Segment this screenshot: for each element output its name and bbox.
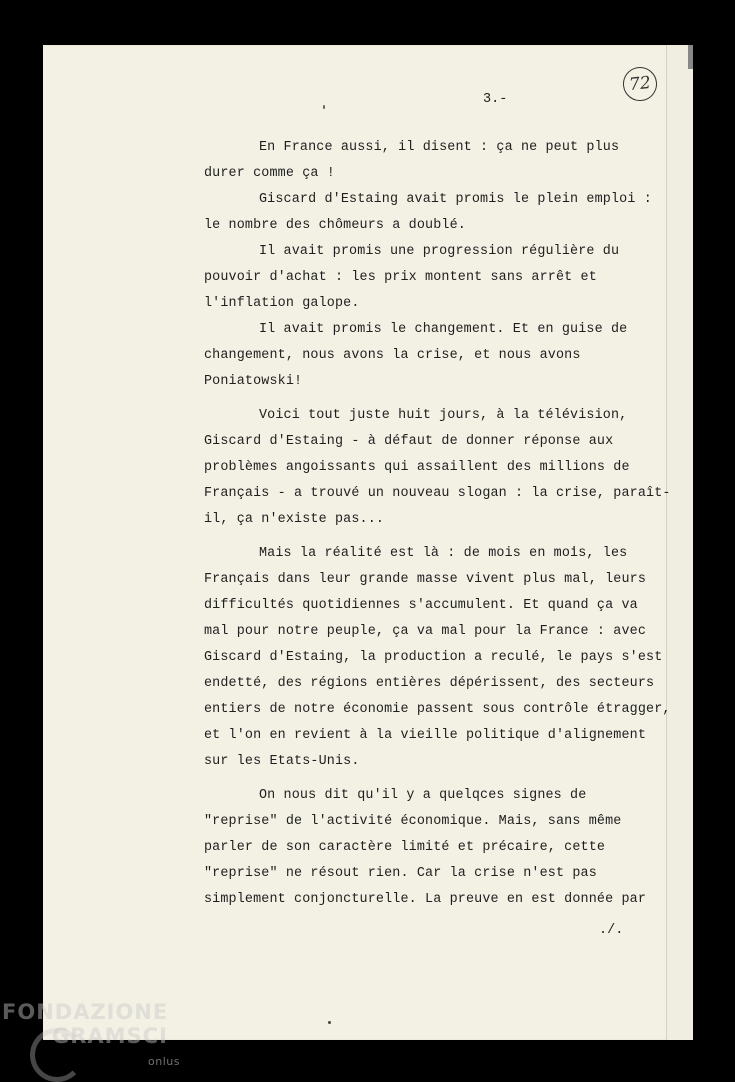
text-line: endetté, des régions entières dépérissent, des secteurs bbox=[204, 676, 655, 691]
text-line: Voici tout juste huit jours, à la télévision, bbox=[259, 408, 628, 423]
watermark-line2: GRAMSCI bbox=[52, 1024, 168, 1048]
text-line: le nombre des chômeurs a doublé. bbox=[204, 218, 466, 233]
text-line: mal pour notre peuple, ça va mal pour la France : avec bbox=[204, 624, 647, 639]
text-line: Giscard d'Estaing avait promis le plein emploi : bbox=[259, 192, 652, 207]
text-line: Giscard d'Estaing, la production a reculé, le pays s'est bbox=[204, 650, 663, 665]
text-line: Français - a trouvé un nouveau slogan : la crise, paraît- bbox=[204, 486, 671, 501]
paragraph bbox=[204, 187, 704, 239]
text-line: l'inflation galope. bbox=[204, 296, 360, 311]
paragraph bbox=[204, 783, 704, 913]
text-line: il, ça n'existe pas... bbox=[204, 512, 385, 527]
document-page bbox=[43, 45, 693, 1040]
binding-clip bbox=[688, 45, 693, 69]
text-line: et l'on en revient à la vieille politique d'alignement bbox=[204, 728, 647, 743]
watermark-line1: FONDAZIONE bbox=[2, 1000, 169, 1024]
watermark-logo bbox=[2, 1000, 180, 1068]
text-line: "reprise" de l'activité économique. Mais, sans même bbox=[204, 814, 622, 829]
continuation-mark: ./. bbox=[599, 923, 624, 938]
watermark-line3: onlus bbox=[148, 1055, 180, 1068]
text-line: simplement conjoncturelle. La preuve en est donnée par bbox=[204, 892, 647, 907]
ink-mark bbox=[323, 105, 325, 109]
text-line: pouvoir d'achat : les prix montent sans arrêt et bbox=[204, 270, 597, 285]
text-line: sur les Etats-Unis. bbox=[204, 754, 360, 769]
text-line: problèmes angoissants qui assaillent des millions de bbox=[204, 460, 630, 475]
text-line: difficultés quotidiennes s'accumulent. Et quand ça va bbox=[204, 598, 638, 613]
text-line: Il avait promis une progression régulière du bbox=[259, 244, 620, 259]
text-line: On nous dit qu'il y a quelqces signes de bbox=[259, 788, 587, 803]
text-line: "reprise" ne résout rien. Car la crise n'est pas bbox=[204, 866, 597, 881]
paragraph bbox=[204, 135, 704, 187]
text-line: Il avait promis le changement. Et en guise de bbox=[259, 322, 628, 337]
text-line: En France aussi, il disent : ça ne peut plus bbox=[259, 140, 620, 155]
text-line: Poniatowski! bbox=[204, 374, 303, 389]
text-line: Mais la réalité est là : de mois en mois, les bbox=[259, 546, 628, 561]
watermark-emblem bbox=[30, 1028, 84, 1082]
folio-stamp: 72 bbox=[621, 65, 658, 102]
text-line: changement, nous avons la crise, et nous avons bbox=[204, 348, 581, 363]
paragraph bbox=[204, 239, 704, 317]
text-line: Giscard d'Estaing - à défaut de donner réponse aux bbox=[204, 434, 614, 449]
text-line: entiers de notre économie passent sous contrôle étragger, bbox=[204, 702, 671, 717]
paragraph bbox=[204, 317, 704, 395]
page-number: 3.- bbox=[483, 92, 508, 107]
text-line: parler de son caractère limité et précaire, cette bbox=[204, 840, 606, 855]
text-line: Français dans leur grande masse vivent plus mal, leurs bbox=[204, 572, 647, 587]
paragraph bbox=[204, 541, 704, 775]
body-text bbox=[204, 135, 704, 913]
paragraph bbox=[204, 403, 704, 533]
text-line: durer comme ça ! bbox=[204, 166, 335, 181]
ink-mark bbox=[328, 1021, 331, 1024]
